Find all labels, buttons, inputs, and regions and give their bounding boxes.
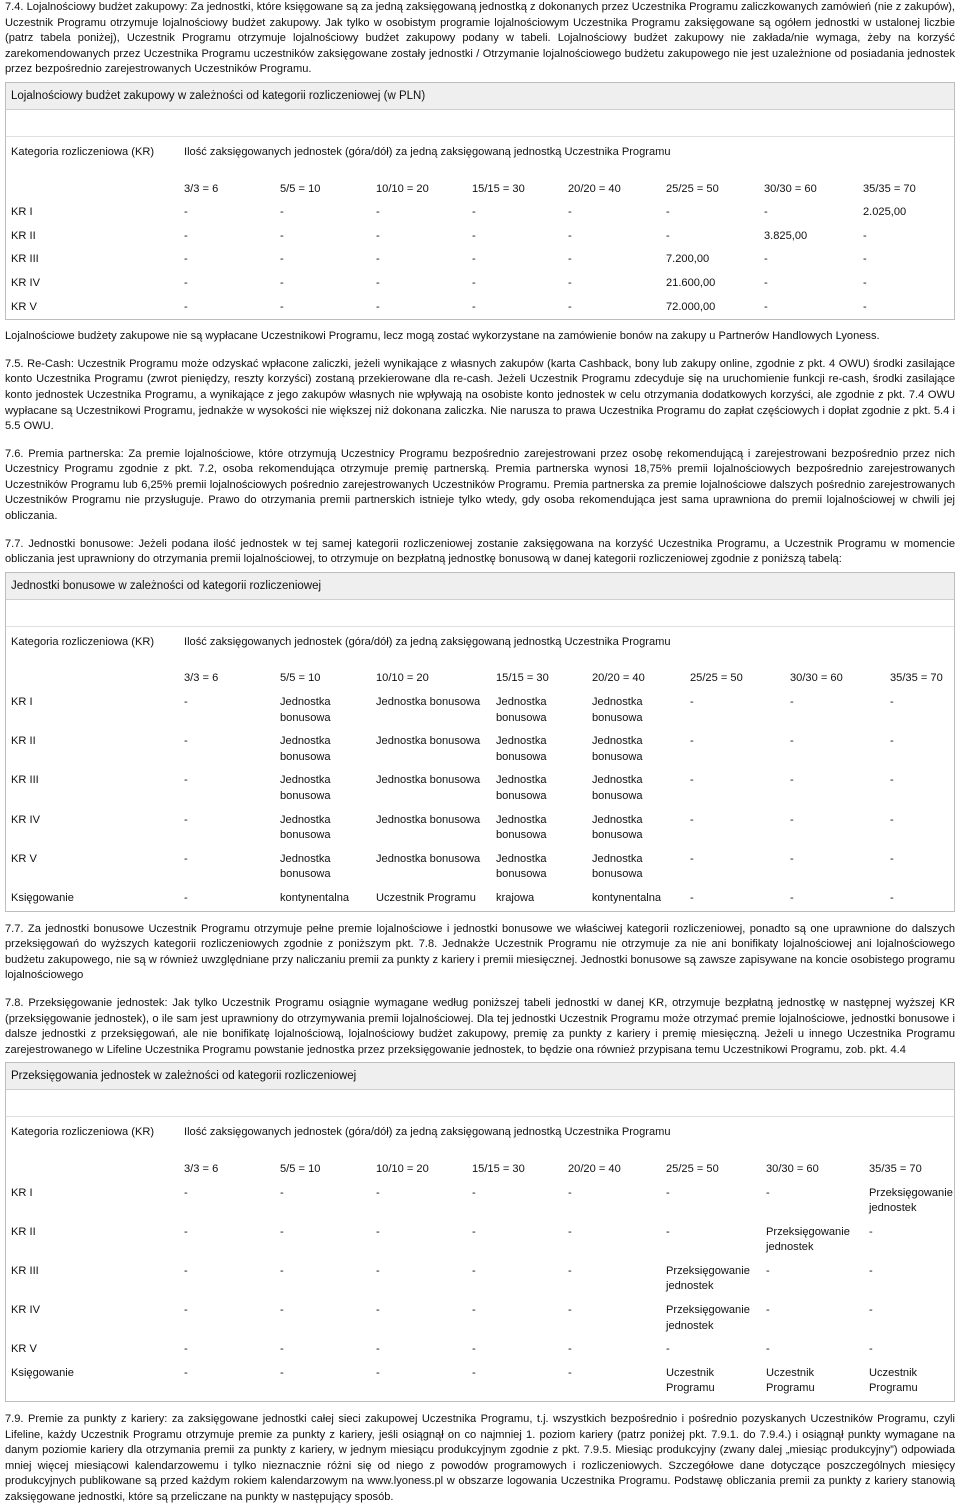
table-cell: - <box>790 852 794 865</box>
table-cell: - <box>472 1366 476 1379</box>
column-header: 3/3 = 6 <box>184 672 219 685</box>
table-cell: - <box>863 229 867 242</box>
table-cell: - <box>280 1186 284 1199</box>
table-cell: - <box>690 774 694 787</box>
table-cell: Jednostka bonusowa <box>496 774 547 802</box>
table-row <box>6 1182 956 1221</box>
table-cell: - <box>184 891 188 904</box>
table-cell: - <box>764 206 768 219</box>
row-label: KR V <box>11 300 37 313</box>
table-cell: - <box>472 1304 476 1317</box>
table-row <box>6 1260 956 1299</box>
table-title: Lojalnościowy budżet zakupowy w zależności od kategorii rozliczeniowej (w PLN) <box>6 83 954 110</box>
column-header: 10/10 = 20 <box>376 182 429 195</box>
row-label: KR II <box>11 735 36 748</box>
table-cell: Jednostka bonusowa <box>496 813 547 842</box>
table-cell: - <box>568 229 572 242</box>
table-cell: - <box>376 1343 380 1356</box>
category-header: Kategoria rozliczeniowa (KR) <box>11 145 155 158</box>
table-cell: - <box>472 1264 476 1277</box>
table-cell: Przeksięgowanie jednostek <box>766 1225 850 1254</box>
table-cell: - <box>280 229 284 242</box>
table-row <box>6 1338 956 1362</box>
table-cell: - <box>666 1343 670 1356</box>
table-cell: Jednostka bonusowa <box>376 696 481 709</box>
table-cell: - <box>568 276 572 289</box>
table-cell: Uczestnik Programu <box>869 1366 918 1395</box>
table-cell: - <box>790 774 794 787</box>
table-cell: - <box>568 300 572 313</box>
column-header: 30/30 = 60 <box>764 182 817 195</box>
table-cell: - <box>472 1186 476 1199</box>
column-header: 10/10 = 20 <box>376 672 429 685</box>
quantity-header: Ilość zaksięgowanych jednostek (góra/dół) za jedną zaksięgowaną jednostką Uczestnika Programu <box>184 635 671 648</box>
table-cell: - <box>184 229 188 242</box>
table-cell: - <box>184 253 188 266</box>
table-row <box>6 1362 956 1401</box>
row-label: KR III <box>11 253 39 266</box>
table-cell: - <box>890 774 894 787</box>
table-cell: - <box>790 735 794 748</box>
table-cell: Jednostka bonusowa <box>280 774 331 802</box>
table-cell: Jednostka bonusowa <box>592 852 643 881</box>
column-header: 5/5 = 10 <box>280 182 321 195</box>
table-cell: - <box>184 206 188 219</box>
table-cell: - <box>863 300 867 313</box>
column-header-row <box>6 655 954 691</box>
table-cell: - <box>184 696 188 709</box>
column-header: 35/35 = 70 <box>863 182 916 195</box>
table-bonus-units <box>5 572 955 912</box>
table-cell: - <box>376 253 380 266</box>
table-cell: - <box>766 1343 770 1356</box>
table-cell: - <box>280 1366 284 1379</box>
table-cell: Przeksięgowanie jednostek <box>666 1304 750 1332</box>
table-cell: - <box>890 813 894 826</box>
row-label: KR III <box>11 774 39 787</box>
table-cell: - <box>568 1225 572 1238</box>
table-cell: Przeksięgowanie jednostek <box>869 1186 953 1215</box>
table-cell: - <box>376 300 380 313</box>
table-cell: Jednostka bonusowa <box>592 735 643 763</box>
column-header: 25/25 = 50 <box>666 182 719 195</box>
table-cell: - <box>666 1225 670 1238</box>
document-page <box>5 0 955 1506</box>
column-header: 30/30 = 60 <box>790 672 843 685</box>
row-label: KR I <box>11 696 33 709</box>
table-cell: - <box>869 1304 873 1317</box>
table-cell: - <box>376 1304 380 1317</box>
table-cell: - <box>184 276 188 289</box>
table-cell: Jednostka bonusowa <box>376 735 481 748</box>
table-cell: - <box>280 1264 284 1277</box>
table-cell: Jednostka bonusowa <box>496 852 547 881</box>
table-cell: - <box>890 735 894 748</box>
table-cell: - <box>666 1186 670 1199</box>
table-cell: - <box>280 276 284 289</box>
table-cell: 7.200,00 <box>666 253 710 266</box>
row-label: KR V <box>11 1343 37 1356</box>
table-row <box>6 248 956 272</box>
column-header: 35/35 = 70 <box>869 1162 922 1175</box>
column-header: 15/15 = 30 <box>472 1162 525 1175</box>
note-budgets: Lojalnościowe budżety zakupowe nie są wypłacane Uczestnikowi Programu, lecz mogą zostać wykorzystane na zamówienie bonów na zakupy u Partnerów Handlowych Lyoness. <box>5 330 880 343</box>
table-cell: - <box>184 1186 188 1199</box>
table-cell: - <box>376 1225 380 1238</box>
table-cell: - <box>790 813 794 826</box>
table-cell: 72.000,00 <box>666 300 716 313</box>
table-cell: Jednostka bonusowa <box>592 813 643 842</box>
table-cell: - <box>666 229 670 242</box>
table-cell: 2.025,00 <box>863 206 907 219</box>
table-row <box>6 1221 956 1260</box>
column-header: 25/25 = 50 <box>666 1162 719 1175</box>
table-cell: - <box>376 1264 380 1277</box>
paragraph-7-8: 7.8. Przeksięgowanie jednostek: Jak tylko Uczestnik Programu osiągnie wymagane według poniższej tabeli jednostki w danej KR, otrzymuje bezpłatną jednostkę w następnej wyższej KR (przeksięgowanie jednostek), o ile sam jest uprawniony do otrzymywania premii lojalnościowej. Dla tej jednostki Uczestnik Programu może otrzymać premie lojalnościowe, jednostki bonusowe i dalsze jednostki z przeksięgowań, ale nie bonifikatę lojalnościową, lojalnościowy budżet zakupowy, premię za punkty z kariery i premię miesięczną. Jeżeli u innego Uczestnika Programu zarejestrowanego w Lifeline Uczestnika Programu powstanie jednostka przez przeksięgowanie jednostek, to będzie ona również przypisana temu Uczestnikowi Programu, zob. pkt. 4.4 <box>5 996 955 1056</box>
table-cell: - <box>869 1264 873 1277</box>
column-header: 5/5 = 10 <box>280 672 321 685</box>
table-cell: Jednostka bonusowa <box>280 735 331 763</box>
table-cell: - <box>376 276 380 289</box>
table-cell: - <box>280 1304 284 1317</box>
table-cell: Jednostka bonusowa <box>592 774 643 802</box>
row-label: KR IV <box>11 1304 40 1317</box>
table-cell: - <box>184 774 188 787</box>
column-header: 3/3 = 6 <box>184 1162 219 1175</box>
table-cell: - <box>184 1343 188 1356</box>
row-label: KR I <box>11 1186 33 1199</box>
table-cell: - <box>766 1304 770 1317</box>
paragraph-7-7: 7.7. Jednostki bonusowe: Jeżeli podana ilość jednostek w tej samej kategorii rozliczeniowej zostanie zaksięgowana na korzyść Uczestnika Programu, a Uczestnik Programu w momencie obliczania jest uprawniony do otrzymania premii lojalnościowej, to otrzymuje on bezpłatną jednostkę bonusową w danej kategorii rozliczeniowej zgodnie z poniższą tabelą: <box>5 537 955 566</box>
row-label: KR II <box>11 1225 36 1238</box>
table-cell: - <box>869 1225 873 1238</box>
column-header: 35/35 = 70 <box>890 672 943 685</box>
table-cell: Uczestnik Programu <box>376 891 476 904</box>
table-cell: - <box>863 276 867 289</box>
table-cell: - <box>790 696 794 709</box>
table-cell: - <box>376 1186 380 1199</box>
table-cell: - <box>472 300 476 313</box>
table-cell: - <box>472 1225 476 1238</box>
table-cell: - <box>184 813 188 826</box>
table-cell: - <box>568 1186 572 1199</box>
table-row <box>6 1299 956 1338</box>
table-cell: Uczestnik Programu <box>766 1366 815 1395</box>
table-cell: 3.825,00 <box>764 229 808 242</box>
column-header: 20/20 = 40 <box>592 672 645 685</box>
table-cell: - <box>764 300 768 313</box>
table-cell: - <box>568 206 572 219</box>
column-header: 5/5 = 10 <box>280 1162 321 1175</box>
table-cell: Jednostka bonusowa <box>592 696 643 724</box>
table-cell: - <box>568 1264 572 1277</box>
table-rebookings <box>5 1062 955 1402</box>
table-cell: kontynentalna <box>592 891 662 904</box>
column-header: 20/20 = 40 <box>568 1162 621 1175</box>
table-row <box>6 225 956 249</box>
paragraph-7-7-bonus: 7.7. Za jednostki bonusowe Uczestnik Programu otrzymuje pełne premie lojalnościowe i jednostki bonusowe we właściwej kategorii rozliczeniowej, ponadto są one uprawnione do dalszych przeksięgowań do wyższych kategorii rozliczeniowych zgodnie z poniższym pkt. 7.8. Jednakże Uczestnik Programu nie otrzymuje za nie ani bonifikaty lojalnościowej ani lojalnościowego budżetu zakupowego, nie są w również uwzględniane przy naliczaniu premii za punkty z kariery i premii miesięcznej. Jednostki bonusowe są zawsze zapisywane na koncie osobistego programu lojalnościowego <box>5 922 955 982</box>
table-cell: - <box>184 735 188 748</box>
table-cell: - <box>890 696 894 709</box>
table-cell: - <box>766 1264 770 1277</box>
table-cell: - <box>863 253 867 266</box>
category-header: Kategoria rozliczeniowa (KR) <box>11 635 155 648</box>
column-header-row <box>6 166 956 202</box>
table-cell: - <box>869 1343 873 1356</box>
paragraph-7-4: 7.4. Lojalnościowy budżet zakupowy: Za jednostki, które księgowane są za jedną zaksięgowaną jednostką z dokonanych przez Uczestnika Programu zaliczkowanych zamówień (nie z zakupów), Uczestnik Programu otrzymuje lojalnościowy budżet zakupowy. Jak tylko w osobistym programie lojalnościowym Uczestnika Programu zaksięgowane są ogółem jednostki w ustalonej liczbie (patrz tabela poniżej), Uczestnik Programu otrzymuje lojalnościowy budżet zakupowy podany w tabeli. Lojalnościowy budżet zakupowy nie zakłada/nie wymaga, żeby na korzyść zarekomendowanych przez Uczestnika Programu uczestników zaksięgowane zostały jednostki / Otrzymanie lojalnościowego budżetu zakupowego nie jest uzależnione od posiadania jednostek przez bezpośrednio zarejestrowanych Uczestników Programu. <box>5 1 955 76</box>
table-row <box>6 296 956 320</box>
table-cell: - <box>184 1304 188 1317</box>
table-cell: - <box>280 1225 284 1238</box>
table-title: Jednostki bonusowe w zależności od kategorii rozliczeniowej <box>6 573 954 600</box>
table-cell: Jednostka bonusowa <box>496 696 547 724</box>
column-header: 15/15 = 30 <box>472 182 525 195</box>
table-cell: - <box>568 1304 572 1317</box>
table-cell: - <box>690 735 694 748</box>
table-cell: krajowa <box>496 891 535 904</box>
table-cell: - <box>690 813 694 826</box>
table-cell: - <box>184 1366 188 1379</box>
table-cell: - <box>568 1343 572 1356</box>
table-cell: Jednostka bonusowa <box>280 696 331 724</box>
row-label: Księgowanie <box>11 891 74 904</box>
table-row <box>6 201 956 225</box>
row-label: KR III <box>11 1264 39 1277</box>
column-header: 15/15 = 30 <box>496 672 549 685</box>
data-table <box>6 137 956 319</box>
table-cell: - <box>890 852 894 865</box>
table-row <box>6 272 956 296</box>
table-cell: Jednostka bonusowa <box>376 774 481 787</box>
table-cell: - <box>690 696 694 709</box>
table-cell: - <box>690 852 694 865</box>
table-cell: - <box>472 276 476 289</box>
table-row <box>6 809 954 848</box>
row-label: KR V <box>11 852 37 865</box>
row-label: KR IV <box>11 276 40 289</box>
table-row <box>6 848 954 887</box>
table-cell: - <box>280 300 284 313</box>
table-cell: - <box>890 891 894 904</box>
table-cell: - <box>280 1343 284 1356</box>
paragraph-7-6: 7.6. Premia partnerska: Za premie lojalnościowe, które otrzymują Uczestnicy Programu bezpośrednio zarejestrowani przez osobę rekomendującą i zarejestrowani bezpośrednio przez nich Uczestnicy Programu zgodnie z pkt. 7.2, osoba rekomendująca otrzymuje premię partnerską. Premia partnerska wynosi 18,75% premii lojalnościowych bezpośrednio zarejestrowanych Uczestników Programu lub 6,25% premii lojalnościowych pośrednio zarejestrowanych Uczestników Programu. Premia partnerska za premie lojalnościowe dalszych pośrednio zarejestrowanych Uczestników Programu nie przysługuje. Prawo do otrzymania premii partnerskich istnieje tylko wtedy, gdy osoba rekomendująca jest sama uprawniona do premii lojalnościowej w chwili jej obliczania. <box>5 447 955 523</box>
column-header: 20/20 = 40 <box>568 182 621 195</box>
table-cell: - <box>472 229 476 242</box>
column-header: 10/10 = 20 <box>376 1162 429 1175</box>
table-cell: - <box>376 206 380 219</box>
column-header: 3/3 = 6 <box>184 182 219 195</box>
row-label: KR I <box>11 206 33 219</box>
column-header-row <box>6 1146 956 1182</box>
table-cell: Uczestnik Programu <box>666 1366 715 1395</box>
table-row <box>6 691 954 730</box>
table-cell: - <box>690 891 694 904</box>
table-row <box>6 887 954 911</box>
category-header: Kategoria rozliczeniowa (KR) <box>11 1126 155 1139</box>
paragraph-7-9: 7.9. Premie za punkty z kariery: za zaksięgowane jednostki całej sieci zakupowej Uczestnika Programu, t.j. wszystkich bezpośrednio i pośrednio pozyskanych Uczestników Programu, czyli Lifeline, każdy Uczestnik Programu otrzymuje premie za punkty z kariery, jeśli osiągnął on co najmniej 1. poziom kariery (patrz poniżej pkt. 7.9.1. do 7.9.4.) i osiągnął punkty wymagane na danym poziomie kariery dla otrzymania premii za punkty z kariery, w jednym miesiącu produkcyjnym zgodnie z pkt. 7.9.5. Miesiąc produkcyjny (zwany dalej „miesiąc produkcyjny”) odpowiada mniej więcej miesiącowi kalendarzowemu i tylko nieznacznie różni się od niego z powodów programowych i rozliczeniowych. Szczegółowe dane dotyczące poszczególnych miesięcy produkcyjnych publikowane są przed każdym rokiem kalendarzowym na www.lyoness.pl w obszarze logowania Uczestnika Programu. Podstawę obliczania premii za punkty z kariery stanowią zaksięgowane jednostki, które są przeliczane na punkty w następujący sposób. <box>5 1413 955 1503</box>
table-cell: - <box>184 300 188 313</box>
table-cell: Jednostka bonusowa <box>280 852 331 881</box>
column-header: 25/25 = 50 <box>690 672 743 685</box>
quantity-header: Ilość zaksięgowanych jednostek (góra/dół) za jedną zaksięgowaną jednostką Uczestnika Programu <box>184 145 671 158</box>
table-row <box>6 769 954 808</box>
table-cell: - <box>280 253 284 266</box>
table-cell: - <box>472 206 476 219</box>
table-cell: Jednostka bonusowa <box>280 813 331 842</box>
table-cell: - <box>472 1343 476 1356</box>
table-cell: - <box>764 276 768 289</box>
table-cell: - <box>790 891 794 904</box>
paragraph-7-5: 7.5. Re-Cash: Uczestnik Programu może odzyskać wpłacone zaliczki, jeżeli wynikające z własnych zakupów (karta Cashback, bony lub zakupy online, zgodnie z pkt. 4 OWU) środki zasilające konto Uczestnika Programu (zwrot pieniędzy, reszty korzyści) zostaną przekierowane dla re-cash. Jeżeli Uczestnik Programu zdecyduje się na uruchomienie funkcji re-cash, środki zasilające konto jednostek Uczestnika Programu, a wynikające z jego zakupów własnych nie wpływają na osobiste konto jednostek w celu otrzymania dodatkowych korzyści, ale zgodnie z pkt. 7.4 OWU wypłacane są Uczestnikowi Programu, jednakże w wysokości nie większej niż dokonana zaliczka. Nie narusza to prawa Uczestnika Programu do zapłat częściowych i dopłat zgodnie z pkt. 5.4 i 5.5 OWU. <box>5 357 955 433</box>
table-title: Przeksięgowania jednostek w zależności od kategorii rozliczeniowej <box>6 1063 954 1090</box>
data-table <box>6 1117 956 1401</box>
table-cell: kontynentalna <box>280 891 350 904</box>
row-label: KR IV <box>11 813 40 826</box>
table-cell: - <box>568 253 572 266</box>
quantity-header: Ilość zaksięgowanych jednostek (góra/dół) za jedną zaksięgowaną jednostką Uczestnika Programu <box>184 1126 671 1139</box>
table-cell: - <box>184 852 188 865</box>
table-cell: - <box>280 206 284 219</box>
data-table <box>6 627 954 911</box>
table-cell: - <box>472 253 476 266</box>
table-row <box>6 730 954 769</box>
table-cell: - <box>376 229 380 242</box>
row-label: Księgowanie <box>11 1366 74 1379</box>
table-loyalty-budget <box>5 82 955 320</box>
table-cell: - <box>568 1366 572 1379</box>
table-cell: - <box>764 253 768 266</box>
table-cell: - <box>766 1186 770 1199</box>
column-header: 30/30 = 60 <box>766 1162 819 1175</box>
table-cell: Jednostka bonusowa <box>376 813 481 826</box>
table-cell: - <box>666 206 670 219</box>
row-label: KR II <box>11 229 36 242</box>
table-cell: Jednostka bonusowa <box>376 852 481 865</box>
table-cell: Jednostka bonusowa <box>496 735 547 763</box>
table-cell: - <box>184 1225 188 1238</box>
table-cell: - <box>184 1264 188 1277</box>
table-cell: - <box>376 1366 380 1379</box>
table-cell: 21.600,00 <box>666 276 716 289</box>
table-cell: Przeksięgowanie jednostek <box>666 1264 750 1293</box>
